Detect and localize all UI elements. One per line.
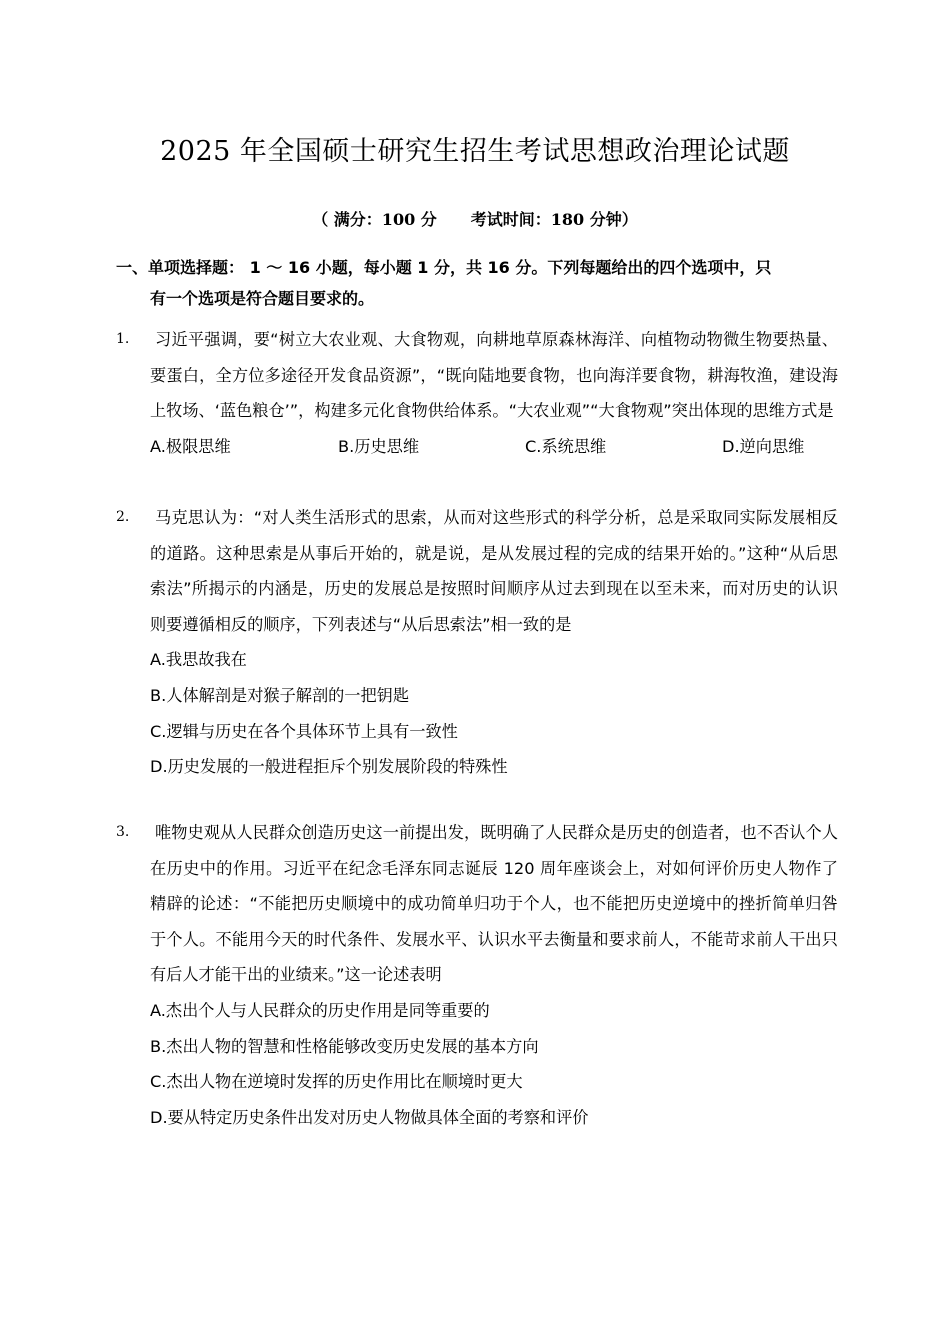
option-a[interactable]: A.杰出个人与人民群众的历史作用是同等重要的: [150, 1000, 490, 1020]
option-d[interactable]: D.历史发展的一般进程拒斥个别发展阶段的特殊性: [150, 757, 508, 777]
option-d[interactable]: D.要从特定历史条件出发对历史人物做具体全面的考察和评价: [150, 1107, 589, 1127]
exam-meta: [0, 206, 950, 234]
exam-title: 2025 年全国硕士研究生招生考试思想政治理论试题: [160, 136, 790, 167]
option-b[interactable]: B.杰出人物的智慧和性格能够改变历史发展的基本方向: [150, 1036, 539, 1056]
option-c[interactable]: C.杰出人物在逆境时发挥的历史作用比在顺境时更大: [150, 1072, 523, 1092]
question-2: [116, 500, 838, 785]
section-instruction: 1 ～ 16 小题，每小题 1 分，共 16 分。下列每题给出的四个选项中，只: [244, 258, 772, 277]
option-a[interactable]: A.我思故我在: [150, 650, 247, 670]
section-instruction-cont: 有一个选项是符合题目要求的。: [150, 289, 375, 308]
question-3: [116, 815, 838, 1135]
question-1: [116, 322, 838, 464]
exam-time: 考试时间：180 分钟）: [470, 210, 638, 229]
section-heading: 一、单项选择题：: [116, 258, 245, 277]
question-stem: 唯物史观从人民群众创造历史这一前提出发，既明确了人民群众是历史的创造者，也不否认个人在历史中的作用。习近平在纪念毛泽东同志诞辰 120 周年座谈会上，对如何评价历史人物作了精辟的论述：“不能把历史顺境中的成功简单归功于个人，也不能把历史逆境中的挫折简单归咎于个人。不能用今天的时代条件、发展水平、认识水平去衡量和要求前人，不能苛求前人干出只有后人才能干出的业绩来。”这一论述表明: [150, 823, 838, 985]
option-b[interactable]: B.历史思维: [338, 436, 420, 456]
question-number: 1.: [116, 331, 130, 347]
option-c[interactable]: C.系统思维: [525, 436, 607, 456]
question-number: 2.: [116, 509, 130, 525]
option-c[interactable]: C.逻辑与历史在各个具体环节上具有一致性: [150, 721, 458, 741]
question-stem: 马克思认为：“对人类生活形式的思索，从而对这些形式的科学分析，总是采取同实际发展相反的道路。这种思索是从事后开始的，就是说，是从发展过程的完成的结果开始的。”这种“从后思索法”所揭示的内涵是，历史的发展总是按照时间顺序从过去到现在以至未来，而对历史的认识则要遵循相反的顺序，下列表述与“从后思索法”相一致的是: [150, 508, 838, 634]
question-number: 3.: [116, 824, 130, 840]
question-stem: 习近平强调，要“树立大农业观、大食物观，向耕地草原森林海洋、向植物动物微生物要热量、要蛋白，全方位多途径开发食品资源”，“既向陆地要食物，也向海洋要食物，耕海牧渔，建设海上牧场、‘蓝色粮仓’”，构建多元化食物供给体系。“大农业观”“大食物观”突出体现的思维方式是: [150, 330, 838, 421]
full-score: （ 满分：100 分: [312, 210, 437, 229]
option-row: [150, 429, 838, 465]
section-header: [116, 252, 838, 314]
option-a[interactable]: A.极限思维: [150, 436, 231, 456]
option-d[interactable]: D.逆向思维: [722, 436, 805, 456]
option-b[interactable]: B.人体解剖是对猴子解剖的一把钥匙: [150, 685, 410, 705]
